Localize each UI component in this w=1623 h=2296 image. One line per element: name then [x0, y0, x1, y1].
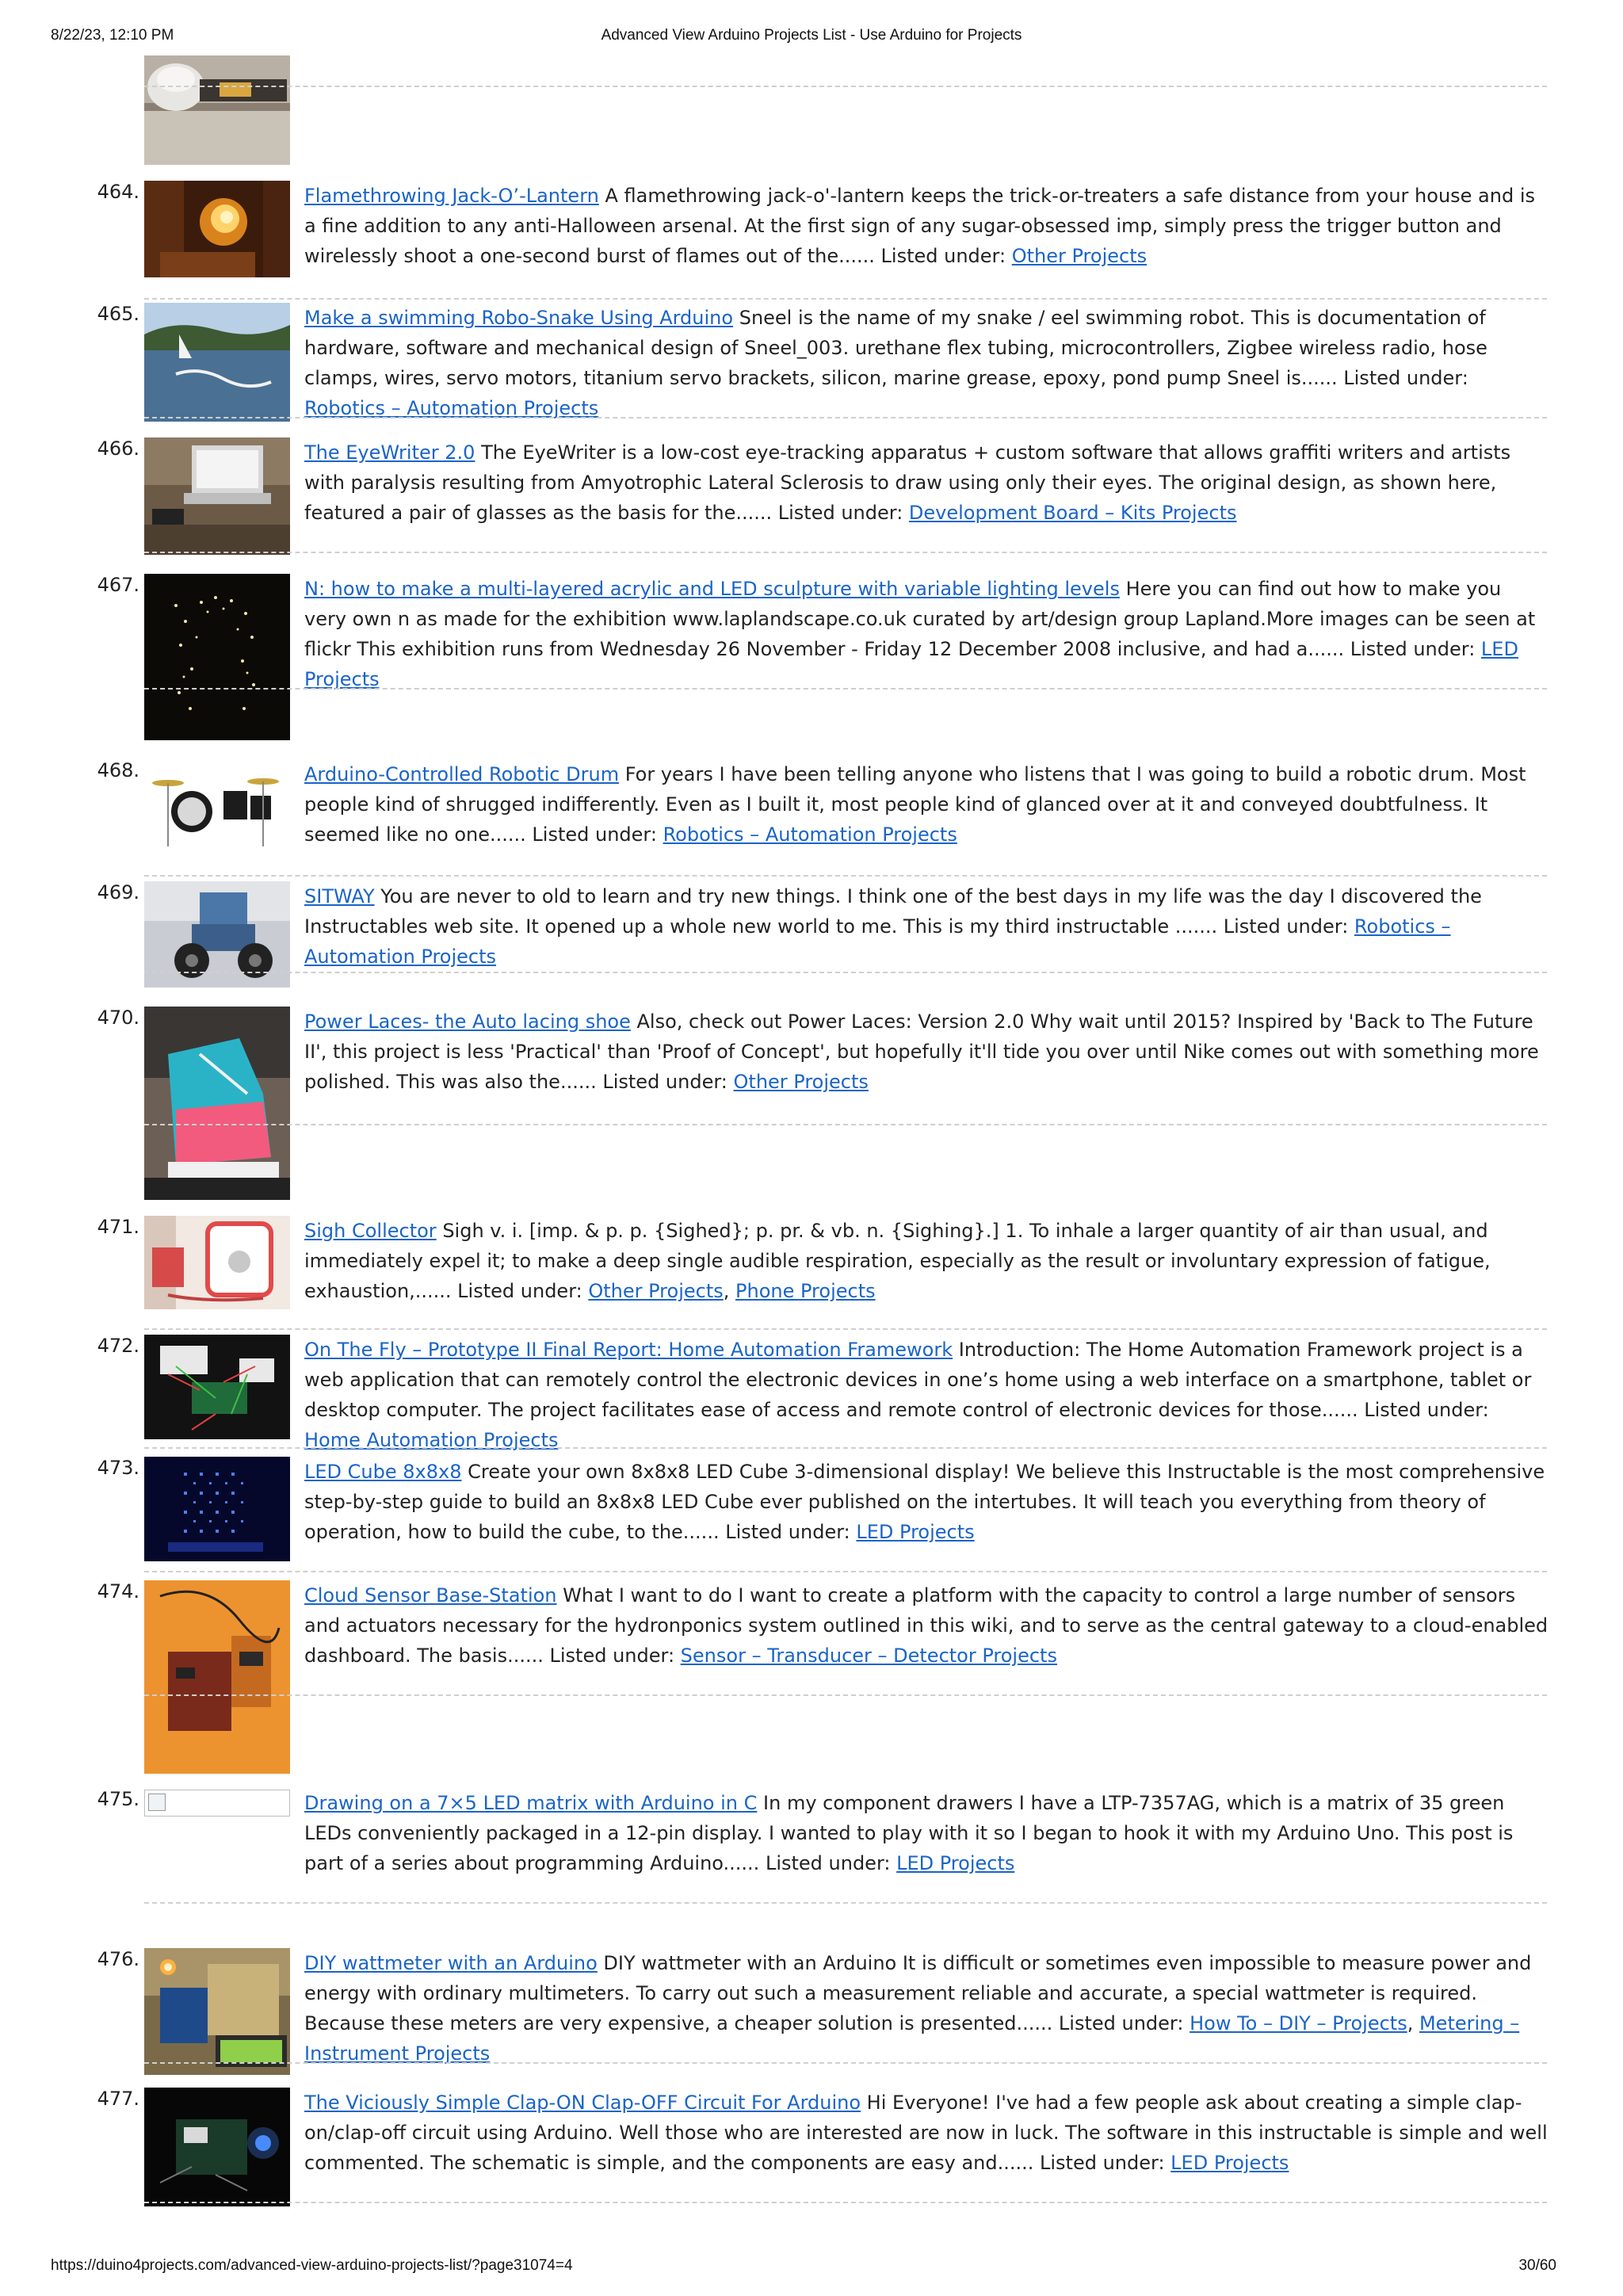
category-link[interactable]: Other Projects — [1011, 245, 1148, 267]
item-description — [304, 1580, 1549, 1671]
project-summary: What I want to do I want to create a platform with the capacity to control a large number of sensors and actuators necessary for the hydronponics system outlined in this wiki, and to serve as the central gateway to a cloud-enabled dashboard. The basis...... Listed under: — [304, 1584, 1549, 1667]
item-thumbnail[interactable] — [144, 1790, 290, 1817]
item-number: 470. — [97, 1007, 139, 1029]
category-link[interactable]: Sensor – Transducer – Detector Projects — [680, 1645, 1057, 1667]
project-summary: A flamethrowing jack-o'-lantern keeps the trick-or-treaters a safe distance from your house and is a fine addition to any anti-Halloween arsenal. At the first sign of any sugar-obsessed imp, simply press the trigger button and wirelessly shoot a one-second burst of flames out of the...... Listed under: — [304, 185, 1536, 267]
item-description: Sigh Collector Sigh v. i. [imp. & p. p. {Sighed}; p. pr. & vb. n. {Sighing}.] 1. To inhale a larger quantity of air than usual, and immediately expel it; to make a deep single audible respiration, especially as the result or involuntary expression of fatigue, exhaustion,...... Listed under: Other Projects, Phone Projects — [304, 1220, 1491, 1302]
project-link[interactable]: Drawing on a 7×5 LED matrix with Arduino in C — [304, 1792, 758, 1814]
item-separator — [144, 417, 1547, 418]
item-separator — [144, 552, 1547, 553]
item-thumbnail[interactable] — [144, 303, 290, 422]
project-summary: You are never to old to learn and try new things. I think one of the best days in my life was the day I discovered the Instructables web site. It opened up a whole new world to me. This is my third instructable ....... Listed under: — [304, 885, 1482, 938]
item-separator — [144, 298, 1547, 300]
item-separator — [144, 2202, 1547, 2203]
project-summary: Create your own 8x8x8 LED Cube 3-dimensional display! We believe this Instructable is the most comprehensive step-by-step guide to build an 8x8x8 LED Cube ever published on the intertubes. It will teach you everything from theory of operation, how to build the cube, to the...... Listed under: — [304, 1461, 1545, 1543]
item-separator — [144, 688, 1547, 690]
item-separator — [144, 972, 1547, 973]
item-thumbnail[interactable] — [144, 574, 290, 740]
item-description — [304, 2088, 1549, 2178]
item-description: DIY wattmeter with an Arduino DIY wattmeter with an Arduino It is difficult or sometimes even impossible to measure power and energy with ordinary multimeters. To carry out such a measurement reliable and accurate, a special wattmeter is required. Because these meters are very expensive, a cheaper solution is presented...... Listed under: How To – DIY – Projects, Metering – Instrument Projects — [304, 1952, 1532, 2065]
project-link[interactable]: Power Laces- the Auto lacing shoe — [304, 1010, 631, 1033]
broken-image-icon — [148, 1794, 166, 1811]
item-number: 474. — [97, 1580, 139, 1603]
print-footer — [0, 2257, 1623, 2281]
project-link[interactable]: The EyeWriter 2.0 — [304, 441, 475, 464]
category-link[interactable]: LED Projects — [856, 1521, 975, 1543]
print-page-number: 30/60 — [1518, 2257, 1556, 2274]
item-number: 473. — [97, 1457, 139, 1479]
project-link[interactable]: Sigh Collector — [304, 1220, 437, 1242]
project-link[interactable]: Arduino-Controlled Robotic Drum — [304, 763, 620, 785]
item-description — [304, 1457, 1549, 1547]
category-link[interactable]: LED Projects — [1170, 2152, 1289, 2174]
print-title: Advanced View Arduino Projects List - Use Arduino for Projects — [601, 27, 1022, 44]
item-separator — [144, 1124, 1547, 1125]
project-summary: Sigh v. i. [imp. & p. p. {Sighed}; p. pr. & vb. n. {Sighing}.] 1. To inhale a larger quantity of air than usual, and immediately expel it; to make a deep single audible respiration, especially as the result or involuntary expression of fatigue, exhaustion,...... Listed under: — [304, 1220, 1491, 1302]
print-url: https://duino4projects.com/advanced-view-arduino-projects-list/?page31074=4 — [51, 2257, 573, 2274]
item-number: 464. — [97, 181, 139, 203]
project-summary: Also, check out Power Laces: Version 2.0 Why wait until 2015? Inspired by 'Back to The Future II', this project is less 'Practical' than 'Proof of Concept', but hopefully it'll tide you over until Nike comes out with something more polished. This was also the...... Listed under: — [304, 1010, 1539, 1093]
item-description — [304, 1788, 1549, 1878]
item-description — [304, 1007, 1549, 1097]
item-number: 467. — [97, 574, 139, 596]
project-link[interactable]: LED Cube 8x8x8 — [304, 1461, 462, 1483]
item-thumbnail[interactable] — [144, 2088, 290, 2206]
item-number: 466. — [97, 437, 139, 460]
category-link[interactable]: Other Projects — [733, 1071, 869, 1093]
project-summary: Introduction: The Home Automation Framework project is a web application that can remotely control the electronic devices in one’s home using a web interface on a smartphone, tablet or desktop computer. The project facilitates ease of access and remote control of electronic devices for those...... Listed under: — [304, 1339, 1532, 1421]
item-thumbnail[interactable] — [144, 1007, 290, 1200]
category-link[interactable]: Home Automation Projects — [304, 1429, 559, 1451]
item-separator — [144, 1694, 1547, 1696]
project-summary: DIY wattmeter with an Arduino It is difficult or sometimes even impossible to measure power and energy with ordinary multimeters. To carry out such a measurement reliable and accurate, a special wattmeter is required. Because these meters are very expensive, a cheaper solution is presented...... Listed under: — [304, 1952, 1532, 2034]
project-link[interactable]: SITWAY — [304, 885, 375, 907]
item-description — [304, 574, 1549, 694]
project-link[interactable]: N: how to make a multi-layered acrylic and LED sculpture with variable lighting levels — [304, 578, 1120, 600]
project-summary: In my component drawers I have a LTP-7357AG, which is a matrix of 35 green LEDs conveniently packaged in a 12-pin display. I wanted to play with it so I began to hook it with my Arduino Uno. This post is part of a series about programming Arduino...... Listed under: — [304, 1792, 1514, 1874]
category-link[interactable]: LED Projects — [304, 638, 1518, 690]
category-link[interactable]: How To – DIY – Projects — [1190, 2012, 1407, 2034]
item-thumbnail[interactable] — [144, 759, 290, 854]
item-number: 476. — [97, 1948, 139, 1970]
item-description — [304, 1335, 1549, 1455]
item-separator — [144, 1902, 1547, 1904]
category-link[interactable]: Robotics – Automation Projects — [663, 823, 957, 846]
project-link[interactable]: Flamethrowing Jack-O’-Lantern — [304, 185, 599, 207]
project-summary: For years I have been telling anyone who listens that I was going to build a robotic drum. Most people kind of shrugged indifferently. Even as I built it, most people kind of glanced over at it and conveyed doubtfulness. It seemed like no one...... Listed under: — [304, 763, 1526, 846]
project-link[interactable]: The Viciously Simple Clap-ON Clap-OFF Circuit For Arduino — [304, 2092, 861, 2114]
item-separator — [144, 1571, 1547, 1572]
print-header — [0, 27, 1623, 51]
item-number: 477. — [97, 2088, 139, 2110]
project-summary: Hi Everyone! I've had a few people ask about creating a simple clap-on/clap-off circuit using Arduino. Well those who are interested are now in luck. The software in this instructable is simple and well commented. The schematic is simple, and the components are easy and...... Listed under: — [304, 2092, 1548, 2174]
item-description — [304, 881, 1549, 972]
category-link[interactable]: LED Projects — [896, 1852, 1015, 1874]
item-number: 468. — [97, 759, 139, 781]
item-thumbnail[interactable] — [144, 1216, 290, 1309]
print-datetime: 8/22/23, 12:10 PM — [51, 27, 174, 44]
category-link[interactable]: Robotics – Automation Projects — [304, 397, 599, 419]
item-thumbnail[interactable] — [144, 437, 290, 555]
item-number: 472. — [97, 1335, 139, 1357]
project-summary: The EyeWriter is a low-cost eye-tracking apparatus + custom software that allows graffiti writers and artists with paralysis resulting from Amyotrophic Lateral Sclerosis to draw using only their eyes. The original design, as shown here, featured a pair of glasses as the basis for the...... Listed under: — [304, 441, 1511, 524]
project-link[interactable]: Make a swimming Robo-Snake Using Arduino — [304, 307, 734, 329]
project-summary: Here you can find out how to make you very own n as made for the exhibition www.laplandscape.co.uk curated by art/design group Lapland.More images can be seen at flickr This exhibition runs from Wednesday 26 November - Friday 12 December 2008 inclusive, and had a...... Listed under: — [304, 578, 1536, 660]
item-separator — [144, 2062, 1547, 2064]
project-link[interactable]: Cloud Sensor Base-Station — [304, 1584, 557, 1606]
project-summary: Sneel is the name of my snake / eel swimming robot. This is documentation of hardware, software and mechanical design of Sneel_003. urethane flex tubing, microcontrollers, Zigbee wireless radio, hose clamps, wires, servo motors, titanium servo brackets, silicon, marine grease, epoxy, pond pump Sneel is...... Listed under: — [304, 307, 1487, 389]
item-number: 475. — [97, 1788, 139, 1810]
item-separator — [144, 875, 1547, 877]
item-thumbnail[interactable] — [144, 1335, 290, 1439]
item-number: 465. — [97, 303, 139, 325]
project-link[interactable]: On The Fly – Prototype II Final Report: Home Automation Framework — [304, 1339, 953, 1361]
item-description — [304, 759, 1549, 850]
item-thumbnail[interactable] — [144, 1580, 290, 1774]
previous-item-thumbnail — [144, 55, 290, 165]
item-separator — [144, 1328, 1547, 1330]
item-description — [304, 437, 1549, 528]
item-thumbnail[interactable] — [144, 1457, 290, 1561]
item-thumbnail[interactable] — [144, 181, 290, 277]
item-thumbnail[interactable] — [144, 1948, 290, 2075]
project-link[interactable]: DIY wattmeter with an Arduino — [304, 1952, 598, 1974]
item-description — [304, 181, 1549, 271]
item-number: 469. — [97, 881, 139, 904]
category-link[interactable]: Phone Projects — [735, 1280, 876, 1302]
category-link[interactable]: Robotics – Automation Projects — [304, 915, 1451, 968]
category-link[interactable]: Metering – Instrument Projects — [304, 2012, 1520, 2065]
item-description — [304, 303, 1549, 423]
category-link[interactable]: Other Projects — [588, 1280, 724, 1302]
category-link[interactable]: Development Board – Kits Projects — [908, 502, 1237, 524]
item-number: 471. — [97, 1216, 139, 1238]
item-separator — [144, 86, 1547, 87]
item-separator — [144, 1447, 1547, 1449]
